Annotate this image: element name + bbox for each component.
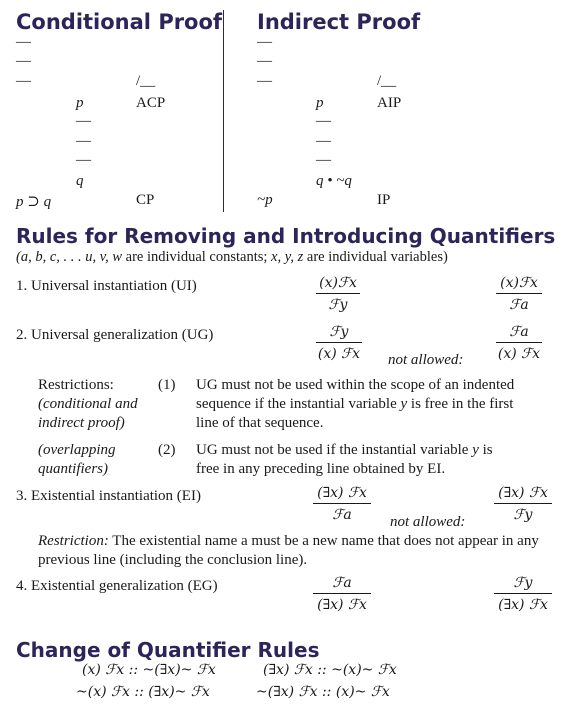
proof-line-dash: — [257, 73, 272, 89]
restriction-label: Restriction: [38, 533, 109, 549]
ei-allowed-fraction [313, 485, 371, 523]
restriction-2-number: (2) [158, 442, 176, 458]
fraction-numerator: (∃x) ℱx [494, 485, 552, 504]
fraction-denominator: (∃x) ℱx [317, 597, 367, 613]
restriction-text-part: UG must not be used if the instantial variable [196, 442, 473, 458]
restriction-2-text: free in any preceding line obtained by EI. [196, 461, 446, 477]
ui-example-fraction [496, 275, 542, 313]
rule-ui-label: 1. Universal instantiation (UI) [16, 278, 197, 294]
ug-allowed-fraction [316, 324, 362, 362]
proof-line-dash: — [76, 133, 91, 149]
column-divider [223, 10, 224, 212]
conclusion-slash: /__ [377, 73, 397, 89]
aip-label: AIP [377, 95, 402, 111]
restriction-1-text [196, 396, 513, 413]
constants-note [16, 249, 448, 266]
acp-label: ACP [136, 95, 166, 111]
not-allowed-label: not allowed: [390, 514, 466, 530]
fraction-numerator: (∃x) ℱx [313, 485, 371, 504]
subproof-end: q • ~q [316, 173, 352, 189]
fraction-denominator: (x) ℱx [317, 346, 361, 362]
eg-fraction-2 [494, 575, 552, 613]
proof-line-dash: — [16, 34, 31, 50]
ui-allowed-fraction [316, 275, 360, 313]
constants-text: are individual constants; [122, 249, 272, 265]
eg-fraction [313, 575, 371, 613]
variables-list: x, y, z [271, 249, 304, 265]
quantifier-equivalence: ~(x) ℱx :: (∃x)~ ℱx [76, 684, 210, 700]
ip-label: IP [377, 192, 391, 208]
rule-ug-label: 2. Universal generalization (UG) [16, 327, 214, 343]
fraction-denominator: (∃x) ℱx [498, 597, 548, 613]
variables-text: are individual variables) [303, 249, 448, 265]
quantifier-equivalence: (x) ℱx :: ~(∃x)~ ℱx [82, 662, 216, 678]
conditional-proof-title: Conditional Proof [16, 10, 223, 34]
constants-list: (a, b, c, . . . u, v, w [16, 249, 123, 265]
restriction-1-context: indirect proof) [38, 415, 125, 431]
fraction-numerator: (x)ℱx [496, 275, 542, 294]
restriction-2-text [196, 442, 493, 459]
rule-ei-label: 3. Existential instantiation (EI) [16, 488, 201, 504]
restriction-text-part: is [478, 442, 493, 458]
fraction-denominator: ℱa [509, 297, 529, 313]
fraction-denominator: ℱy [513, 507, 533, 523]
conclusion-formula: ~p [257, 192, 273, 208]
quantifier-equivalence: ~(∃x) ℱx :: (x)~ ℱx [256, 684, 390, 700]
ei-restriction: previous line (including the conclusion line). [38, 552, 308, 568]
restriction-1-text: UG must not be used within the scope of an indented [196, 377, 515, 393]
restriction-text-part: sequence if the instantial variable [196, 396, 401, 412]
rule-eg-label: 4. Existential generalization (EG) [16, 578, 218, 594]
restriction-1-number: (1) [158, 377, 176, 393]
change-quantifier-title: Change of Quantifier Rules [16, 638, 320, 662]
proof-line-dash: — [76, 152, 91, 168]
instantial-variable: y [400, 396, 408, 412]
fraction-numerator: ℱy [316, 324, 362, 343]
subproof-end: q [76, 173, 84, 189]
quantifier-equivalence: (∃x) ℱx :: ~(x)~ ℱx [263, 662, 397, 678]
cp-label: CP [136, 192, 155, 208]
indirect-proof-title: Indirect Proof [257, 10, 421, 34]
restriction-2-context: quantifiers) [38, 461, 108, 477]
proof-line-dash: — [316, 133, 331, 149]
fraction-denominator: ℱa [332, 507, 352, 523]
proof-line-dash: — [16, 53, 31, 69]
proof-line-dash: — [316, 152, 331, 168]
conclusion-formula: p ⊃ q [16, 194, 52, 210]
not-allowed-label: not allowed: [388, 352, 464, 368]
restriction-text-part: is free in the first [407, 396, 514, 412]
conclusion-slash: /__ [136, 73, 156, 89]
proof-line-dash: — [16, 73, 31, 89]
ei-disallowed-fraction [494, 485, 552, 523]
restrictions-heading: Restrictions: [38, 377, 114, 393]
ei-restriction [38, 533, 539, 550]
fraction-numerator: ℱa [496, 324, 542, 343]
quantifier-rules-title: Rules for Removing and Introducing Quantifiers [16, 224, 556, 248]
restriction-1-context: (conditional and [38, 396, 138, 412]
assumption-variable: p [316, 95, 324, 111]
proof-line-dash: — [257, 53, 272, 69]
proof-line-dash: — [257, 34, 272, 50]
restriction-2-context: (overlapping [38, 442, 116, 458]
proof-line-dash: — [316, 113, 331, 129]
fraction-numerator: (x)ℱx [316, 275, 360, 294]
fraction-denominator: ℱy [328, 297, 348, 313]
restriction-1-text: line of that sequence. [196, 415, 324, 431]
fraction-numerator: ℱy [494, 575, 552, 594]
fraction-denominator: (x) ℱx [497, 346, 541, 362]
fraction-numerator: ℱa [313, 575, 371, 594]
assumption-variable: p [76, 95, 84, 111]
restriction-text-part: The existential name a must be a new name that does not appear in any [108, 533, 539, 549]
instantial-variable: y [472, 442, 479, 458]
proof-line-dash: — [76, 113, 91, 129]
ug-disallowed-fraction [496, 324, 542, 362]
